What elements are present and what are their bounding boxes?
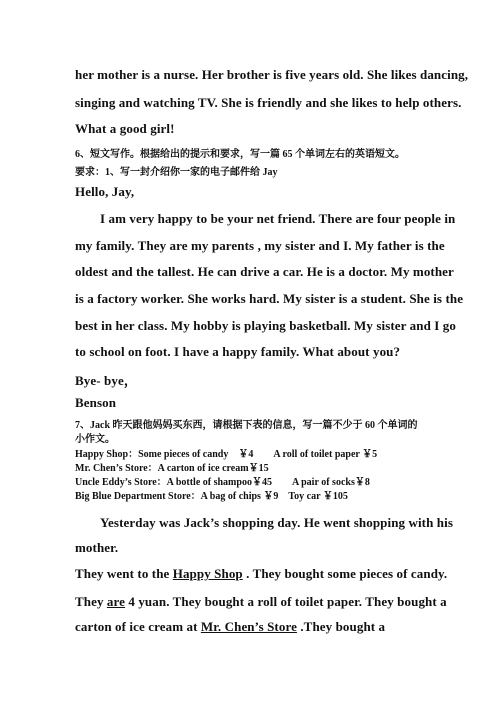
paragraph-line: singing and watching TV. She is friendly and she likes to help others. xyxy=(75,95,462,110)
essay-text: They went to the xyxy=(75,566,173,581)
underlined-answer: are xyxy=(106,594,126,609)
essay-text: .They bought a xyxy=(296,619,386,634)
essay-line xyxy=(75,594,447,610)
underlined-answer: Mr. Chen’s Store xyxy=(200,619,297,634)
shop-info-row: Big Blue Department Store：A bag of chips ￥9 Toy car ￥105 xyxy=(75,491,348,502)
email-body-line: my family. They are my parents , my sister and I. My father is the xyxy=(75,238,445,253)
essay-text: They xyxy=(75,594,107,609)
email-body-line: best in her class. My hobby is playing basketball. My sister and I go xyxy=(75,318,456,333)
email-signature: Benson xyxy=(75,395,117,410)
underlined-answer: Happy Shop xyxy=(172,566,243,581)
paragraph-line: her mother is a nurse. Her brother is five years old. She likes dancing, xyxy=(75,67,469,82)
email-body-line: is a factory worker. She works hard. My sister is a student. She is the xyxy=(75,291,464,306)
task-requirement: 要求：1、写一封介绍你一家的电子邮件给 Jay xyxy=(75,167,278,178)
shop-info-row: Uncle Eddy’s Store：A bottle of shampoo￥45 A pair of socks￥8 xyxy=(75,477,370,488)
task-heading: 7、Jack 昨天跟他妈妈买东西，请根据下表的信息，写一篇不少于 60 个单词的 xyxy=(75,420,418,431)
paragraph-line: What a good girl! xyxy=(75,121,175,136)
essay-line xyxy=(75,566,447,582)
task-heading-cont: 小作文。 xyxy=(75,434,115,445)
email-body-line: oldest and the tallest. He can drive a car. He is a doctor. My mother xyxy=(75,264,454,279)
email-body-line: to school on foot. I have a happy family. What about you? xyxy=(75,344,401,359)
essay-line: mother. xyxy=(75,540,119,555)
essay-text: . They bought some pieces of candy. xyxy=(242,566,448,581)
shop-info-row: Happy Shop：Some pieces of candy ￥4 A roll of toilet paper ￥5 xyxy=(75,449,378,460)
email-body-line: I am very happy to be your net friend. There are four people in xyxy=(100,211,456,226)
email-greeting: Hello, Jay, xyxy=(75,184,135,199)
essay-text: 4 yuan. They bought a roll of toilet paper. They bought a xyxy=(125,594,447,609)
essay-line: Yesterday was Jack’s shopping day. He went shopping with his xyxy=(100,515,453,530)
essay-text: carton of ice cream at xyxy=(75,619,201,634)
task-heading: 6、短文写作。根据给出的提示和要求，写一篇 65 个单词左右的英语短文。 xyxy=(75,149,405,160)
shop-info-row: Mr. Chen’s Store：A carton of ice cream￥15 xyxy=(75,463,269,474)
essay-line xyxy=(75,619,385,635)
email-closing: Bye- bye， xyxy=(75,373,137,388)
